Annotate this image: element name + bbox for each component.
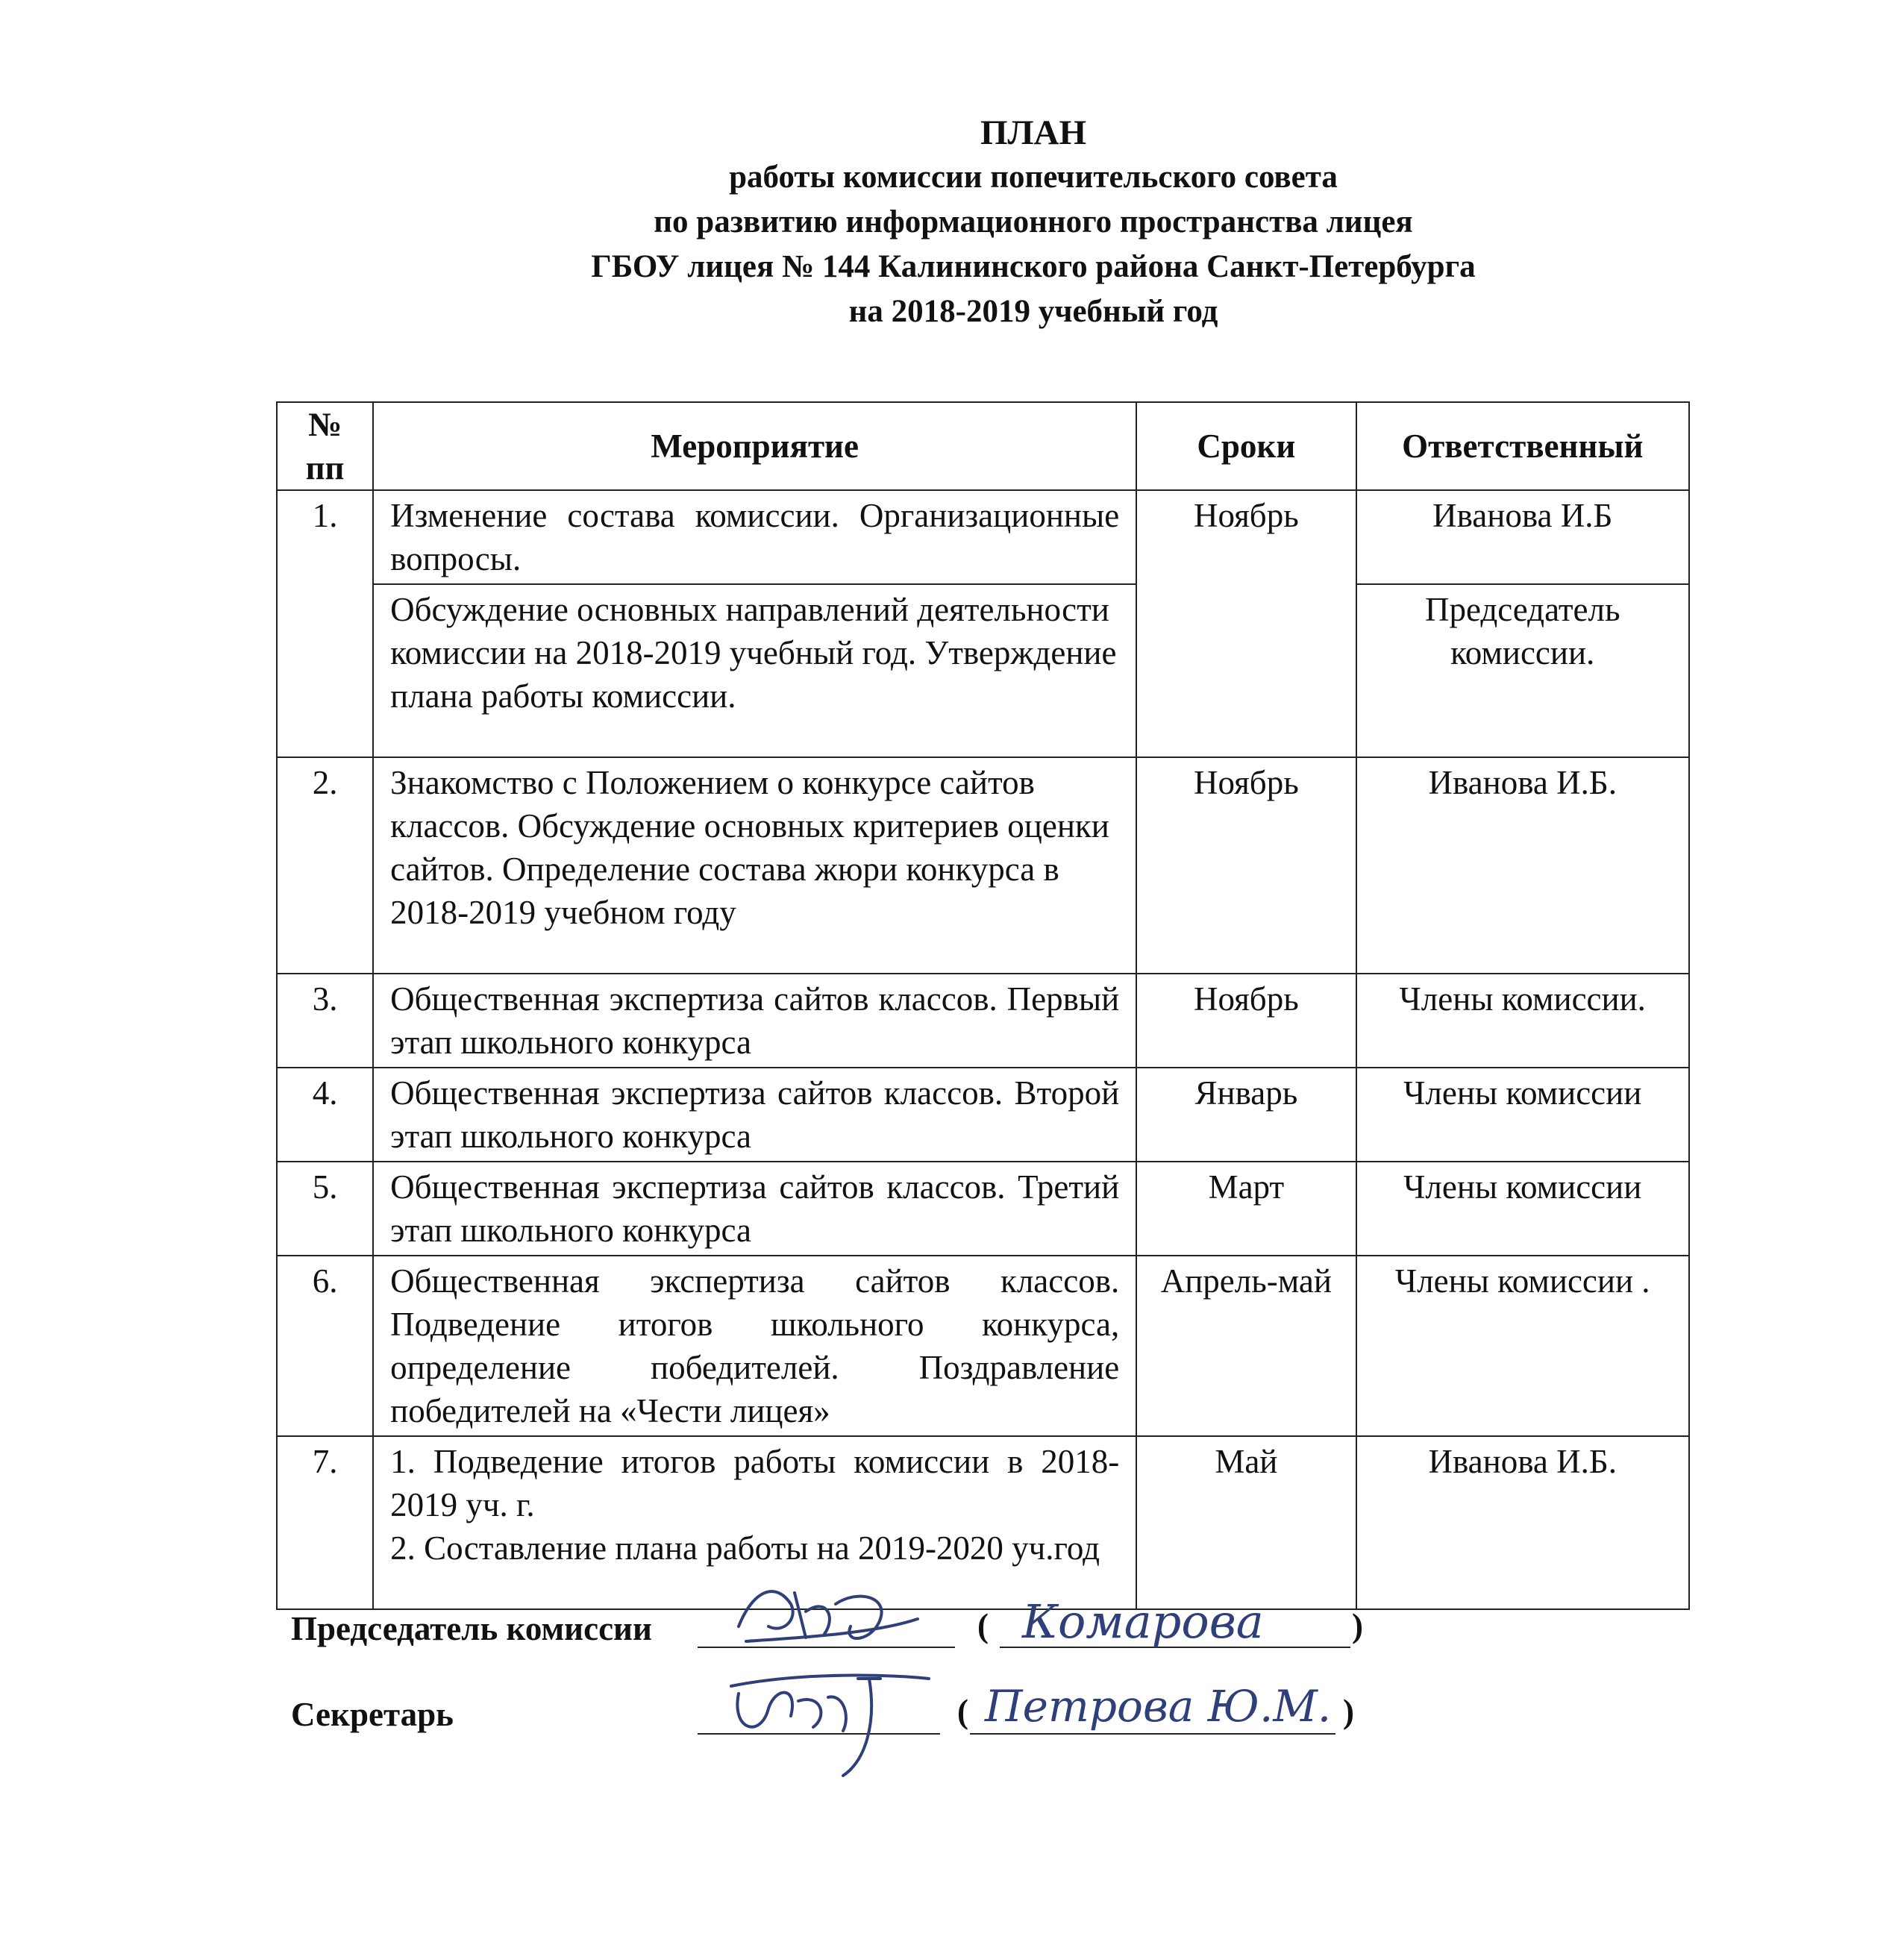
row-event: Обсуждение основных направлений деятельности комиссии на 2018-2019 учебный год. Утверждение плана работы комиссии. bbox=[373, 584, 1136, 757]
row-responsible: Члены комиссии. bbox=[1356, 974, 1690, 1068]
table-row bbox=[277, 1256, 1689, 1436]
row-number: 5. bbox=[277, 1162, 373, 1256]
svg-text:Петрова Ю.М.: Петрова Ю.М. bbox=[985, 1681, 1332, 1732]
row-event: Изменение состава комиссии. Организационные вопросы. bbox=[373, 490, 1136, 584]
secretary-name-handwriting bbox=[977, 1667, 1335, 1742]
document-title bbox=[0, 110, 1904, 334]
row-number: 6. bbox=[277, 1256, 373, 1436]
row-number: 1. bbox=[277, 490, 373, 757]
plan-table bbox=[276, 401, 1690, 1610]
row-event: Общественная экспертиза сайтов классов. Первый этап школьного конкурса bbox=[373, 974, 1136, 1068]
header-event: Мероприятие bbox=[373, 402, 1136, 490]
header-responsible: Ответственный bbox=[1356, 402, 1690, 490]
table-row bbox=[277, 1436, 1689, 1609]
table-row bbox=[277, 490, 1689, 584]
chair-label: Председатель комиссии bbox=[291, 1610, 652, 1647]
chair-name-open-paren: ( bbox=[977, 1607, 989, 1644]
row-event: Общественная экспертиза сайтов классов. Второй этап школьного конкурса bbox=[373, 1068, 1136, 1162]
row-number: 4. bbox=[277, 1068, 373, 1162]
title-subtitle-4: на 2018-2019 учебный год bbox=[848, 294, 1218, 329]
title-subtitle-1: работы комиссии попечительского совета bbox=[729, 160, 1338, 195]
header-term: Сроки bbox=[1136, 402, 1356, 490]
row-term: Апрель-май bbox=[1136, 1256, 1356, 1436]
secretary-name-close-paren: ) bbox=[1343, 1693, 1354, 1730]
table-row bbox=[277, 584, 1689, 757]
row-term: Май bbox=[1136, 1436, 1356, 1609]
row-event: Общественная экспертиза сайтов классов. Третий этап школьного конкурса bbox=[373, 1162, 1136, 1256]
row-term: Январь bbox=[1136, 1068, 1356, 1162]
row-event-line: 1. Подведение итогов работы комиссии в 2018-2019 уч. г. bbox=[390, 1443, 1120, 1523]
row-number: 3. bbox=[277, 974, 373, 1068]
row-responsible: Иванова И.Б bbox=[1356, 490, 1690, 584]
title-plan: ПЛАН bbox=[980, 113, 1087, 152]
row-event: Общественная экспертиза сайтов классов. Подведение итогов школьного конкурса, определение победителей. Поздравление победителей на «Чести лицея» bbox=[373, 1256, 1136, 1436]
row-term: Ноябрь bbox=[1136, 490, 1356, 757]
row-responsible: Члены комиссии bbox=[1356, 1068, 1690, 1162]
chair-signature-mark bbox=[724, 1574, 933, 1656]
row-term: Ноябрь bbox=[1136, 974, 1356, 1068]
chair-name-close-paren: ) bbox=[1352, 1607, 1363, 1644]
table-row bbox=[277, 974, 1689, 1068]
secretary-signature-mark bbox=[716, 1664, 940, 1791]
table-header-row bbox=[277, 402, 1689, 490]
secretary-label: Секретарь bbox=[291, 1696, 454, 1733]
row-responsible: Иванова И.Б. bbox=[1356, 757, 1690, 974]
row-responsible: Члены комиссии bbox=[1356, 1162, 1690, 1256]
table-row bbox=[277, 1162, 1689, 1256]
table-row bbox=[277, 757, 1689, 974]
row-event-line: 2. Составление плана работы на 2019-2020 уч.год bbox=[390, 1529, 1100, 1567]
row-term: Ноябрь bbox=[1136, 757, 1356, 974]
row-responsible: Иванова И.Б. bbox=[1356, 1436, 1690, 1609]
row-number: 2. bbox=[277, 757, 373, 974]
table-row bbox=[277, 1068, 1689, 1162]
header-number: № пп bbox=[277, 402, 373, 490]
title-subtitle-2: по развитию информационного пространства лицея bbox=[654, 204, 1413, 239]
chair-name-handwriting bbox=[1015, 1582, 1350, 1656]
secretary-name-open-paren: ( bbox=[957, 1693, 968, 1730]
row-responsible: Члены комиссии . bbox=[1356, 1256, 1690, 1436]
row-term: Март bbox=[1136, 1162, 1356, 1256]
row-responsible: Председатель комиссии. bbox=[1356, 584, 1690, 757]
svg-text:Комарова: Комарова bbox=[1022, 1594, 1264, 1649]
row-event: Знакомство с Положением о конкурсе сайтов классов. Обсуждение основных критериев оценки сайтов. Определение состава жюри конкурса в 2018-2019 учебном году bbox=[373, 757, 1136, 974]
row-number: 7. bbox=[277, 1436, 373, 1609]
title-subtitle-3: ГБОУ лицея № 144 Калининского района Санкт-Петербурга bbox=[591, 249, 1476, 284]
